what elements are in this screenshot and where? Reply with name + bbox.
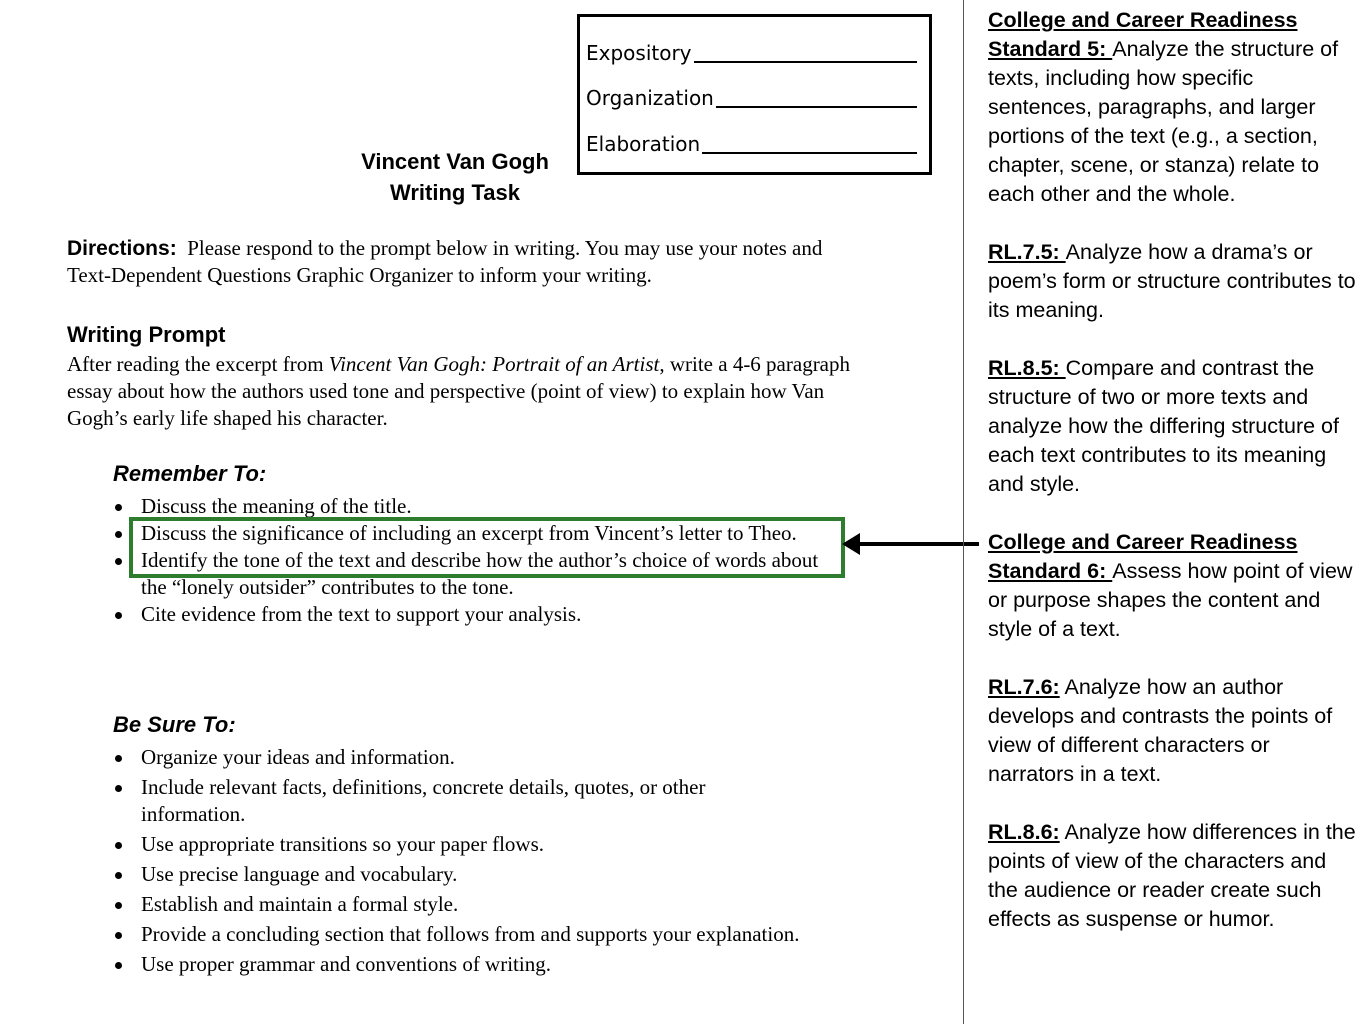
rubric-label: Elaboration xyxy=(586,132,701,156)
directions xyxy=(67,235,857,289)
standard-label: RL.8.5: xyxy=(988,356,1066,380)
list-item: Discuss the meaning of the title. xyxy=(113,493,838,520)
writing-prompt-heading: Writing Prompt xyxy=(67,322,226,347)
standard-text: Analyze how an author develops and contrasts the points of view of different characters or narrators in a text. xyxy=(988,675,1333,786)
list-item: Provide a concluding section that follows from and supports your explanation. xyxy=(113,921,813,948)
rubric-score-line[interactable] xyxy=(716,106,917,108)
be-sure-list xyxy=(113,744,813,978)
remember-heading: Remember To: xyxy=(113,461,267,486)
standard-text: Analyze how a drama’s or poem’s form or structure contributes to its meaning. xyxy=(988,240,1356,322)
standard-rl-7-5 xyxy=(988,238,1358,325)
rubric-row-elaboration xyxy=(586,126,917,156)
standard-rl-8-5 xyxy=(988,354,1358,499)
standard-text: Analyze the structure of texts, including how specific sentences, paragraphs, and larger portions of the text (e.g., a section, chapter, scene, or stanza) relate to each other and the whole. xyxy=(988,37,1339,206)
writing-prompt-text xyxy=(67,351,857,432)
standard-label: RL.8.6: xyxy=(988,820,1060,844)
prompt-text-before: After reading the excerpt from xyxy=(67,352,329,376)
list-item: Include relevant facts, definitions, concrete details, quotes, or other information. xyxy=(113,774,813,828)
list-item: Organize your ideas and information. xyxy=(113,744,813,771)
rubric-label: Organization xyxy=(586,86,714,110)
highlight-box xyxy=(129,517,845,578)
column-divider xyxy=(963,0,964,1024)
standard-label: College and Career Readiness Standard 6: xyxy=(988,530,1298,583)
standard-label: RL.7.5: xyxy=(988,240,1066,264)
title-line-1: Vincent Van Gogh xyxy=(361,149,549,174)
rubric-box xyxy=(577,14,932,175)
standard-ccr-5 xyxy=(988,6,1358,209)
page-title xyxy=(330,146,580,208)
list-item: Establish and maintain a formal style. xyxy=(113,891,813,918)
rubric-label: Expository xyxy=(586,41,692,65)
standard-label: RL.7.6: xyxy=(988,675,1060,699)
be-sure-heading: Be Sure To: xyxy=(113,712,236,737)
rubric-score-line[interactable] xyxy=(702,152,917,154)
standard-text: Analyze how differences in the points of view of the characters and the audience or reader create such effects as suspense or humor. xyxy=(988,820,1356,931)
standards-panel xyxy=(988,6,1358,963)
directions-text: Please respond to the prompt below in writing. You may use your notes and Text-Dependent Questions Graphic Organizer to inform your writing. xyxy=(67,236,823,287)
rubric-row-expository xyxy=(586,35,917,65)
directions-label: Directions: xyxy=(67,237,177,260)
prompt-book-title: Vincent Van Gogh: Portrait of an Artist xyxy=(328,352,660,376)
list-item: Use appropriate transitions so your paper flows. xyxy=(113,831,813,858)
arrow-left-icon xyxy=(840,530,982,558)
title-line-2: Writing Task xyxy=(390,180,520,205)
standard-ccr-6 xyxy=(988,528,1358,644)
standard-text: Compare and contrast the structure of two or more texts and analyze how the differing structure of each text contributes to its meaning and style. xyxy=(988,356,1339,496)
list-item: Identify the tone of the text and describe how the author’s choice of words about the “lonely outsider” contributes to the tone. xyxy=(113,547,838,601)
standard-rl-8-6 xyxy=(988,818,1358,934)
standard-label: College and Career Readiness Standard 5: xyxy=(988,8,1298,61)
list-item: Discuss the significance of including an excerpt from Vincent’s letter to Theo. xyxy=(113,520,838,547)
list-item: Use precise language and vocabulary. xyxy=(113,861,813,888)
prompt-text-after: , write a 4-6 paragraph essay about how the authors used tone and perspective (point of view) to explain how Van Gogh’s early life shaped his character. xyxy=(67,352,851,430)
standard-text: Assess how point of view or purpose shapes the content and style of a text. xyxy=(988,559,1353,641)
rubric-score-line[interactable] xyxy=(694,61,917,63)
list-item: Cite evidence from the text to support your analysis. xyxy=(113,601,838,628)
standard-rl-7-6 xyxy=(988,673,1358,789)
list-item: Use proper grammar and conventions of writing. xyxy=(113,951,813,978)
rubric-row-organization xyxy=(586,80,917,110)
